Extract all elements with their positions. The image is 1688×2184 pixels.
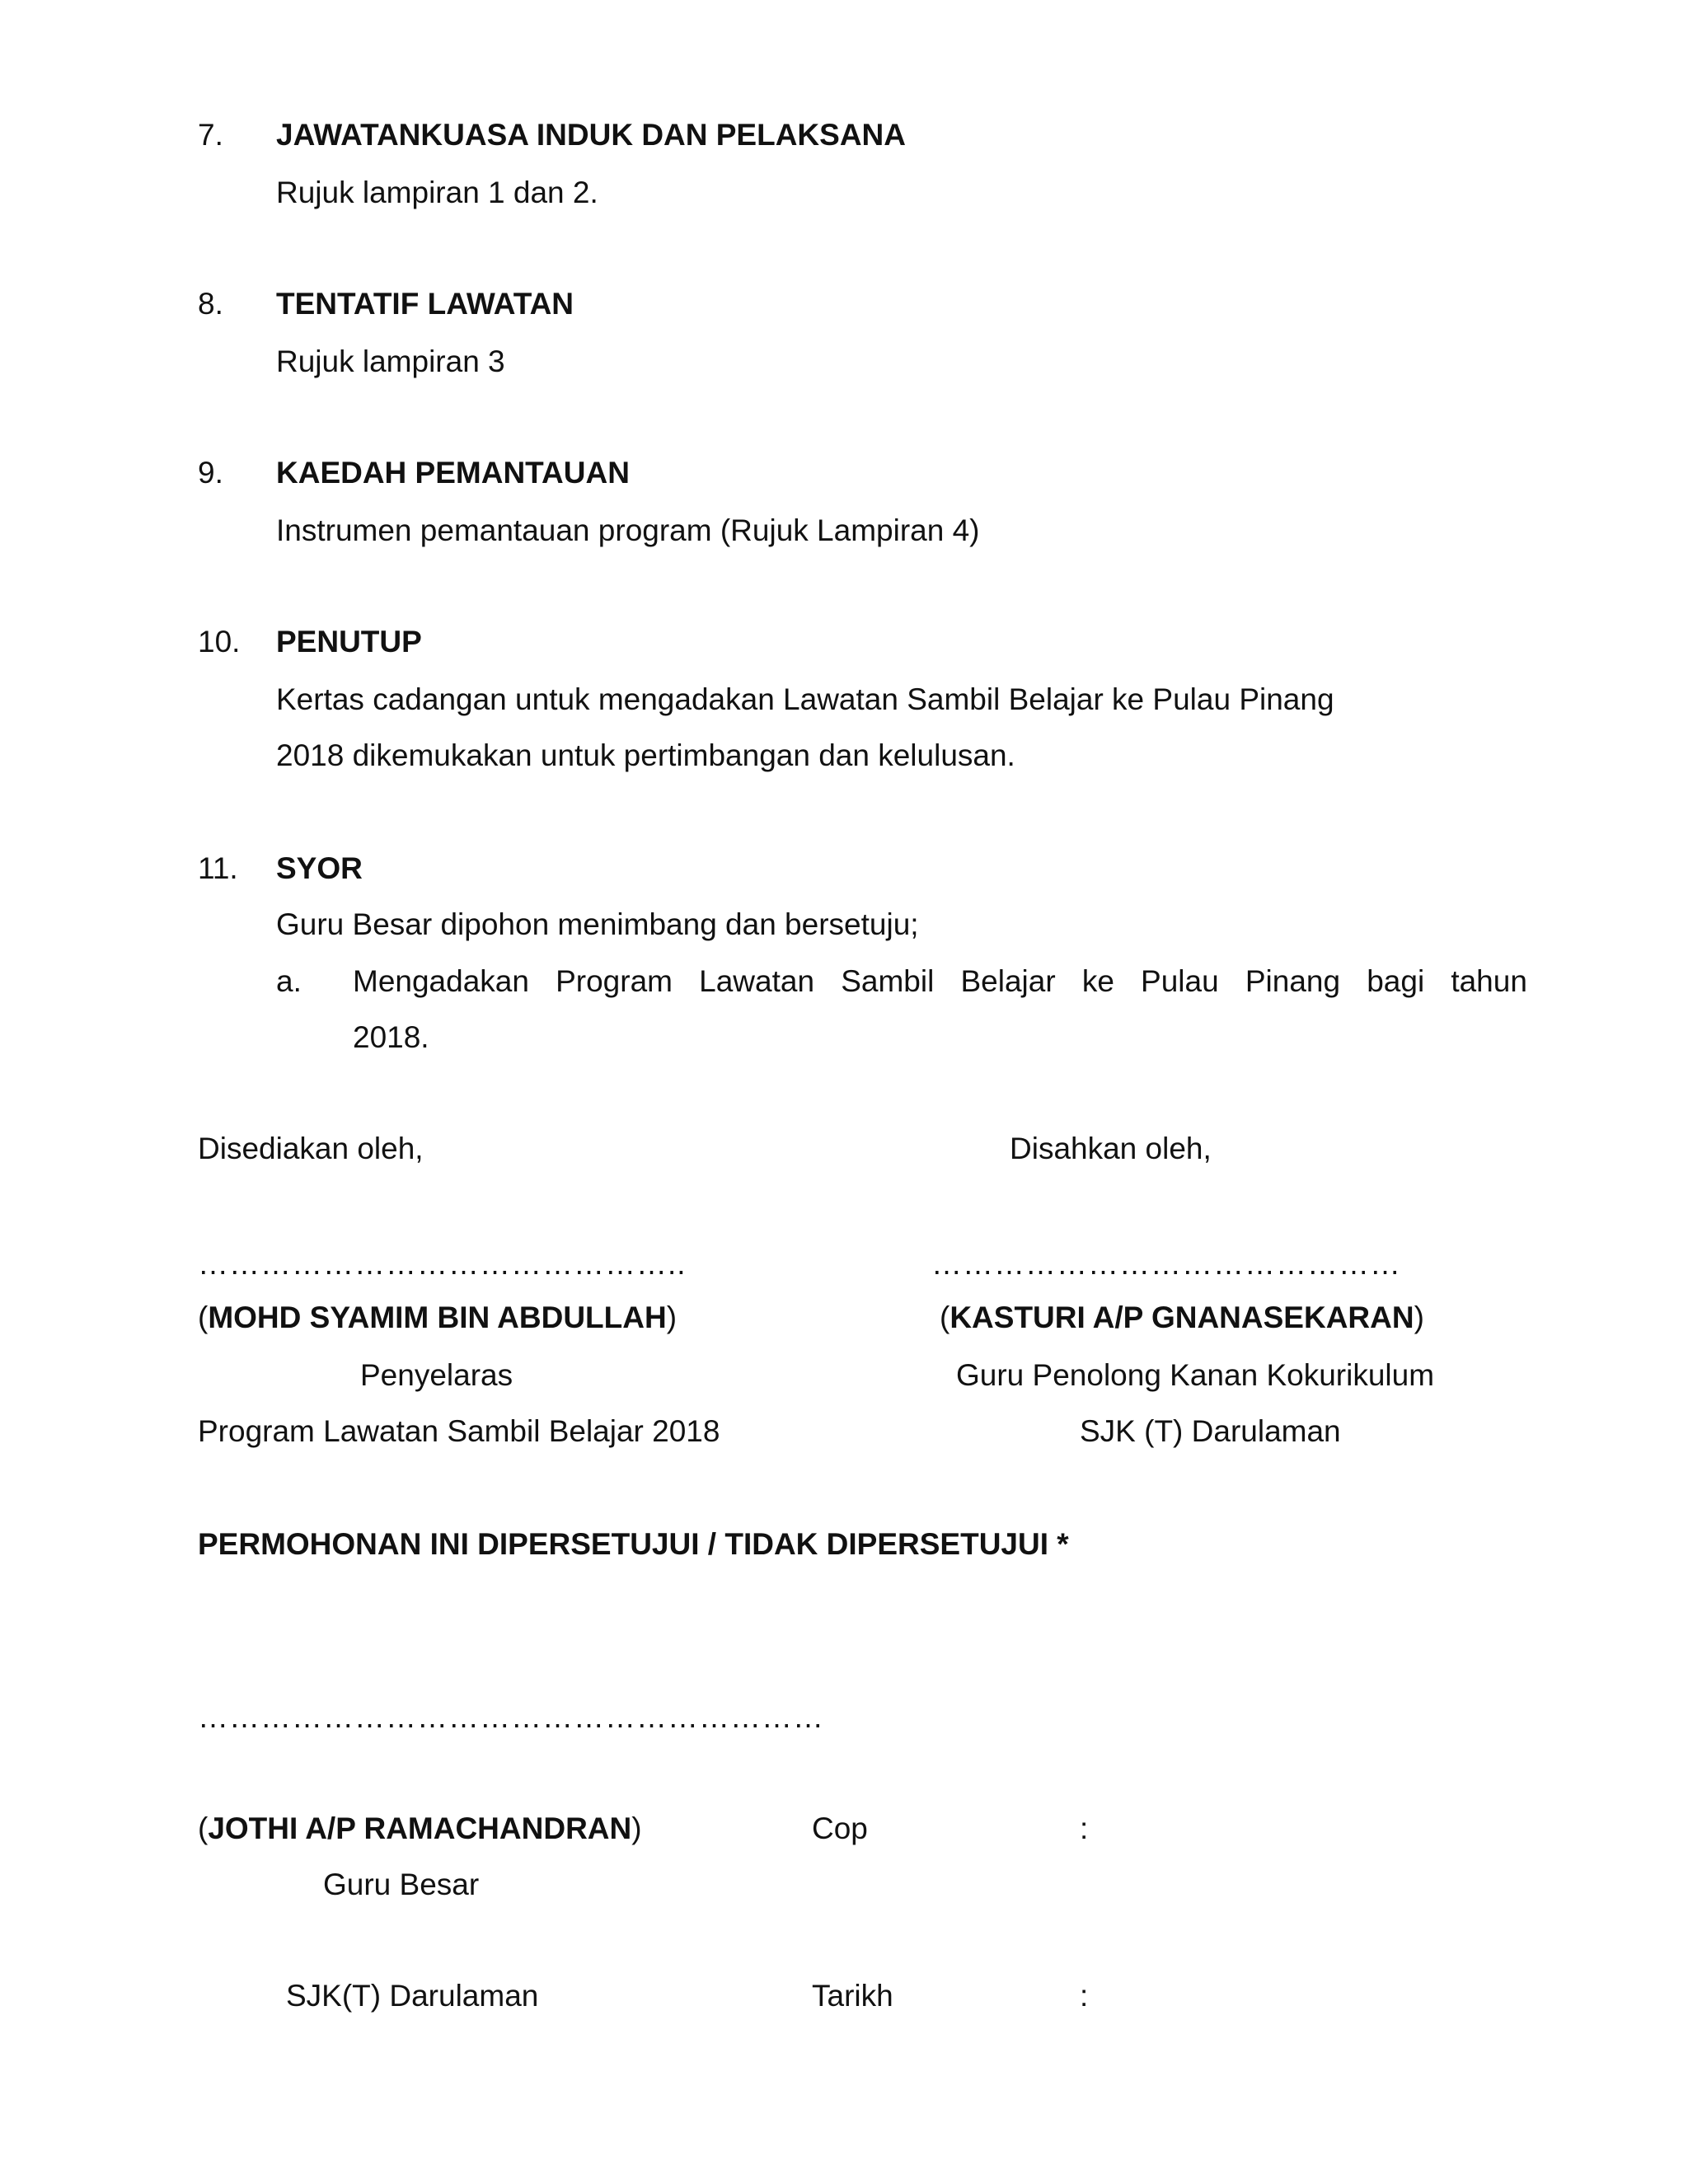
- section-7-heading: JAWATANKUASA INDUK DAN PELAKSANA: [276, 118, 906, 152]
- headmaster-role: Guru Besar: [323, 1868, 480, 1901]
- syor-word: Pinang: [1245, 964, 1341, 998]
- section-9-heading: KAEDAH PEMANTAUAN: [276, 456, 630, 490]
- preparer-role: Penyelaras: [360, 1358, 513, 1392]
- section-7-text: Rujuk lampiran 1 dan 2.: [276, 176, 598, 209]
- section-8-heading: TENTATIF LAWATAN: [276, 287, 574, 321]
- syor-word: bagi: [1367, 964, 1425, 998]
- section-10-text-line-1: Kertas cadangan untuk mengadakan Lawatan Sambil Belajar ke Pulau Pinang: [276, 682, 1334, 716]
- section-10-number: 10.: [198, 625, 241, 658]
- section-7-number: 7.: [198, 118, 223, 152]
- syor-word: Program: [556, 964, 673, 998]
- cop-colon: :: [1080, 1811, 1089, 1845]
- syor-word: Belajar: [960, 964, 1056, 998]
- verifier-role: Guru Penolong Kanan Kokurikulum: [956, 1358, 1435, 1392]
- section-10-text-line-2: 2018 dikemukakan untuk pertimbangan dan kelulusan.: [276, 738, 1015, 772]
- section-11-text: Guru Besar dipohon menimbang dan bersetuju;: [276, 907, 919, 941]
- syor-item-line-2: 2018.: [353, 1020, 429, 1054]
- prepared-by-label: Disediakan oleh,: [198, 1132, 424, 1165]
- syor-word: Lawatan: [699, 964, 815, 998]
- verifier-signature-line: ………………………………………: [931, 1247, 1401, 1281]
- approved-by-label: Disahkan oleh,: [1010, 1132, 1212, 1165]
- cop-label: Cop: [812, 1811, 868, 1845]
- syor-word: tahun: [1451, 964, 1527, 998]
- verifier-organisation: SJK (T) Darulaman: [1080, 1414, 1341, 1448]
- syor-item-label: a.: [276, 964, 302, 998]
- section-9-text: Instrumen pemantauan program (Rujuk Lampiran 4): [276, 513, 980, 547]
- section-8-text: Rujuk lampiran 3: [276, 344, 505, 378]
- date-colon: :: [1080, 1979, 1089, 2013]
- headmaster-signature-line: ……………………………………………………: [198, 1700, 824, 1734]
- preparer-name: (MOHD SYAMIM BIN ABDULLAH): [198, 1301, 678, 1334]
- preparer-organisation: Program Lawatan Sambil Belajar 2018: [198, 1414, 720, 1448]
- verifier-name: (KASTURI A/P GNANASEKARAN): [940, 1301, 1424, 1334]
- section-11-number: 11.: [198, 851, 238, 885]
- preparer-signature-line: ………………………………………..: [198, 1247, 687, 1281]
- date-label: Tarikh: [812, 1979, 893, 2013]
- section-9-number: 9.: [198, 456, 223, 490]
- section-8-number: 8.: [198, 287, 223, 321]
- section-11-heading: SYOR: [276, 851, 363, 885]
- approval-statement: PERMOHONAN INI DIPERSETUJUI / TIDAK DIPERSETUJUI *: [198, 1527, 1069, 1561]
- syor-word: Sambil: [841, 964, 935, 998]
- syor-word: ke: [1081, 964, 1114, 998]
- headmaster-organisation: SJK(T) Darulaman: [286, 1979, 539, 2013]
- syor-item-line-1: [353, 966, 1527, 996]
- headmaster-name: (JOTHI A/P RAMACHANDRAN): [198, 1811, 642, 1845]
- syor-word: Mengadakan: [353, 964, 529, 998]
- section-10-heading: PENUTUP: [276, 625, 422, 658]
- syor-word: Pulau: [1141, 964, 1219, 998]
